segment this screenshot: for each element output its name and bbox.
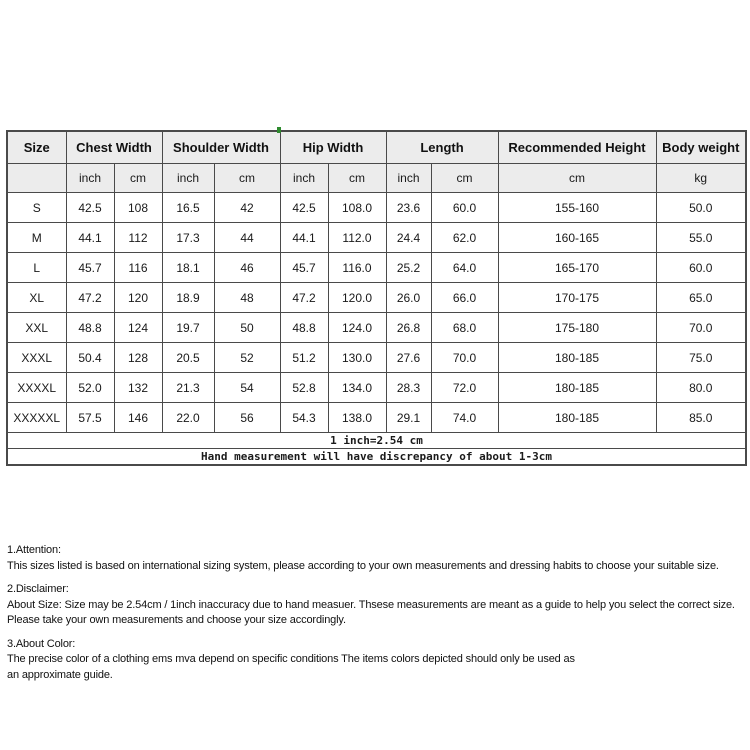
measurement-cell: 116: [114, 253, 162, 283]
measurement-cell: 165-170: [498, 253, 656, 283]
unit-cell: inch: [280, 164, 328, 193]
measurement-cell: 57.5: [66, 403, 114, 433]
measurement-cell: 17.3: [162, 223, 214, 253]
measurement-cell: 170-175: [498, 283, 656, 313]
table-row: [7, 223, 746, 253]
measurement-cell: 52.8: [280, 373, 328, 403]
table-row: [7, 283, 746, 313]
measurement-cell: 108: [114, 193, 162, 223]
measurement-cell: 29.1: [386, 403, 431, 433]
measurement-cell: 134.0: [328, 373, 386, 403]
measurement-cell: 52: [214, 343, 280, 373]
size-label-cell: XXXXL: [7, 373, 66, 403]
measurement-cell: 112.0: [328, 223, 386, 253]
measurement-cell: 72.0: [431, 373, 498, 403]
header-group-row: [7, 131, 746, 164]
note-disclaimer: [7, 582, 749, 629]
measurement-cell: 60.0: [431, 193, 498, 223]
measurement-cell: 80.0: [656, 373, 746, 403]
measurement-cell: 60.0: [656, 253, 746, 283]
size-label-cell: M: [7, 223, 66, 253]
unit-cell: cm: [214, 164, 280, 193]
table-row: [7, 373, 746, 403]
measurement-cell: 27.6: [386, 343, 431, 373]
measurement-cell: 48: [214, 283, 280, 313]
measurement-cell: 23.6: [386, 193, 431, 223]
column-header-recommended-height: Recommended Height: [498, 131, 656, 164]
size-label-cell: XL: [7, 283, 66, 313]
measurement-cell: 44.1: [66, 223, 114, 253]
unit-cell: inch: [162, 164, 214, 193]
note-heading: 1.Attention:: [7, 544, 61, 556]
unit-cell: [7, 164, 66, 193]
measurement-cell: 44.1: [280, 223, 328, 253]
column-header-body-weight: Body weight: [656, 131, 746, 164]
note-line: This sizes listed is based on international sizing system, please according to your own measurements and dressing habits to choose your suitable size.: [7, 559, 719, 572]
size-label-cell: XXXL: [7, 343, 66, 373]
footnote-row: [7, 433, 746, 449]
measurement-cell: 116.0: [328, 253, 386, 283]
measurement-cell: 120.0: [328, 283, 386, 313]
table-row: [7, 403, 746, 433]
measurement-cell: 26.0: [386, 283, 431, 313]
note-heading: 2.Disclaimer:: [7, 583, 69, 595]
measurement-cell: 138.0: [328, 403, 386, 433]
measurement-cell: 22.0: [162, 403, 214, 433]
measurement-cell: 128: [114, 343, 162, 373]
measurement-cell: 48.8: [280, 313, 328, 343]
measurement-cell: 50.4: [66, 343, 114, 373]
measurement-cell: 52.0: [66, 373, 114, 403]
measurement-cell: 62.0: [431, 223, 498, 253]
measurement-cell: 47.2: [280, 283, 328, 313]
measurement-cell: 51.2: [280, 343, 328, 373]
unit-cell: cm: [328, 164, 386, 193]
inch-conversion-note: 1 inch=2.54 cm: [7, 433, 746, 449]
measurement-cell: 42.5: [66, 193, 114, 223]
measurement-cell: 75.0: [656, 343, 746, 373]
measurement-cell: 55.0: [656, 223, 746, 253]
column-header-hip-width: Hip Width: [280, 131, 386, 164]
measurement-cell: 112: [114, 223, 162, 253]
size-label-cell: L: [7, 253, 66, 283]
measurement-cell: 56: [214, 403, 280, 433]
measurement-cell: 65.0: [656, 283, 746, 313]
note-line: Please take your own measurements and choose your size accordingly.: [7, 614, 346, 626]
table-row: [7, 193, 746, 223]
measurement-cell: 180-185: [498, 343, 656, 373]
measurement-cell: 18.1: [162, 253, 214, 283]
size-label-cell: XXXXXL: [7, 403, 66, 433]
unit-cell: cm: [114, 164, 162, 193]
measurement-cell: 45.7: [66, 253, 114, 283]
measurement-cell: 120: [114, 283, 162, 313]
size-chart-table: [6, 130, 747, 466]
measurement-cell: 74.0: [431, 403, 498, 433]
measurement-cell: 46: [214, 253, 280, 283]
measurement-cell: 28.3: [386, 373, 431, 403]
measurement-cell: 85.0: [656, 403, 746, 433]
measurement-cell: 50: [214, 313, 280, 343]
measurement-cell: 146: [114, 403, 162, 433]
size-label-cell: XXL: [7, 313, 66, 343]
unit-cell: kg: [656, 164, 746, 193]
measurement-cell: 42.5: [280, 193, 328, 223]
table-row: [7, 313, 746, 343]
measurement-cell: 108.0: [328, 193, 386, 223]
measurement-cell: 155-160: [498, 193, 656, 223]
unit-cell: inch: [386, 164, 431, 193]
measurement-cell: 130.0: [328, 343, 386, 373]
column-header-chest-width: Chest Width: [66, 131, 162, 164]
hand-measurement-note: Hand measurement will have discrepancy of about 1-3cm: [7, 449, 746, 466]
measurement-cell: 19.7: [162, 313, 214, 343]
measurement-cell: 180-185: [498, 403, 656, 433]
column-header-shoulder-width: Shoulder Width: [162, 131, 280, 164]
measurement-cell: 160-165: [498, 223, 656, 253]
size-label-cell: S: [7, 193, 66, 223]
measurement-cell: 45.7: [280, 253, 328, 283]
green-tick-mark: [277, 127, 281, 133]
measurement-cell: 48.8: [66, 313, 114, 343]
column-header-length: Length: [386, 131, 498, 164]
note-about-color: [7, 637, 749, 684]
measurement-cell: 25.2: [386, 253, 431, 283]
notes-section: [7, 543, 749, 691]
measurement-cell: 54: [214, 373, 280, 403]
note-attention: [7, 543, 749, 574]
measurement-cell: 26.8: [386, 313, 431, 343]
measurement-cell: 54.3: [280, 403, 328, 433]
table-row: [7, 253, 746, 283]
measurement-cell: 20.5: [162, 343, 214, 373]
table-row: [7, 343, 746, 373]
measurement-cell: 175-180: [498, 313, 656, 343]
unit-cell: cm: [431, 164, 498, 193]
measurement-cell: 132: [114, 373, 162, 403]
footnote-row: [7, 449, 746, 466]
measurement-cell: 180-185: [498, 373, 656, 403]
note-line: an approximate guide.: [7, 668, 113, 681]
size-chart-body: [7, 193, 746, 433]
measurement-cell: 50.0: [656, 193, 746, 223]
note-heading: 3.About Color:: [7, 637, 76, 650]
measurement-cell: 18.9: [162, 283, 214, 313]
unit-cell: inch: [66, 164, 114, 193]
measurement-cell: 64.0: [431, 253, 498, 283]
units-row: [7, 164, 746, 193]
measurement-cell: 21.3: [162, 373, 214, 403]
column-header-size: Size: [7, 131, 66, 164]
measurement-cell: 47.2: [66, 283, 114, 313]
unit-cell: cm: [498, 164, 656, 193]
measurement-cell: 42: [214, 193, 280, 223]
measurement-cell: 44: [214, 223, 280, 253]
measurement-cell: 16.5: [162, 193, 214, 223]
note-line: About Size: Size may be 2.54cm / 1inch inaccuracy due to hand measuer. Thsese measurements are meant as a guide to help you select the correct size.: [7, 598, 735, 611]
measurement-cell: 124: [114, 313, 162, 343]
measurement-cell: 24.4: [386, 223, 431, 253]
measurement-cell: 66.0: [431, 283, 498, 313]
note-line: The precise color of a clothing ems mva depend on specific conditions The items colors depicted should only be used as: [7, 653, 575, 665]
measurement-cell: 70.0: [656, 313, 746, 343]
measurement-cell: 70.0: [431, 343, 498, 373]
measurement-cell: 68.0: [431, 313, 498, 343]
measurement-cell: 124.0: [328, 313, 386, 343]
